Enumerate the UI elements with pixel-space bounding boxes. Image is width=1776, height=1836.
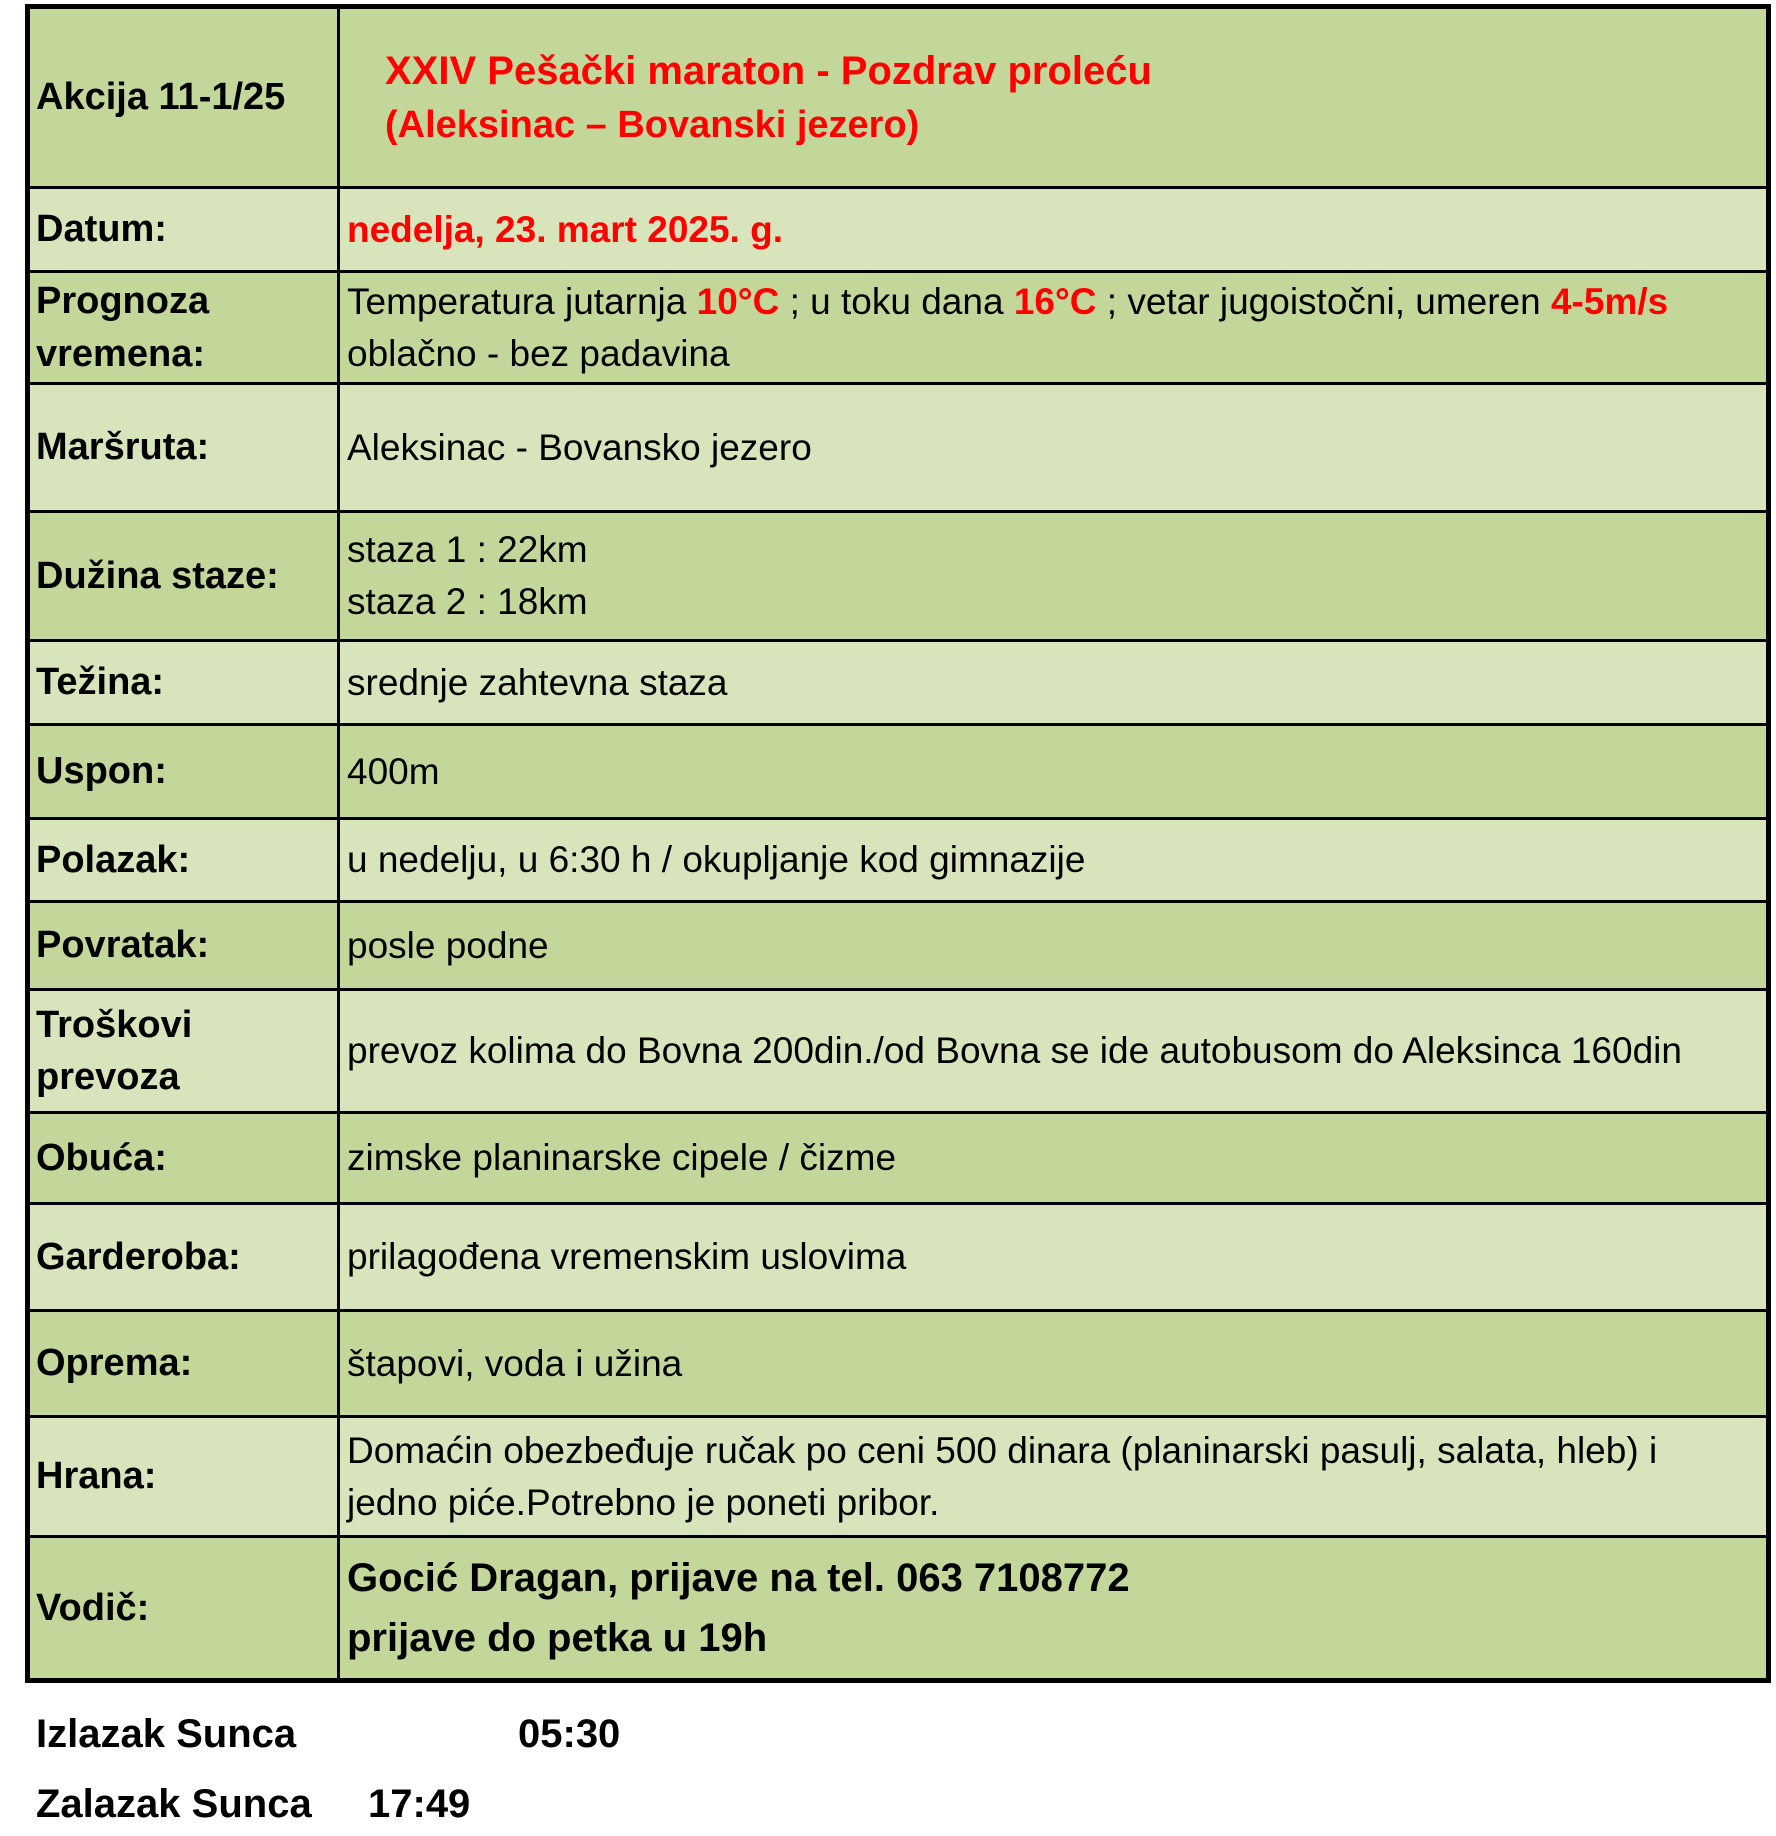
label-datum: Datum: <box>28 188 339 272</box>
track-2: staza 2 : 18km <box>347 581 588 622</box>
sunset-time: 17:49 <box>368 1782 471 1826</box>
value-vodic <box>339 1537 1769 1681</box>
row-oprema <box>28 1311 1769 1417</box>
row-obuca <box>28 1113 1769 1204</box>
transport-cost: prevoz kolima do Bovna 200din./od Bovna se ide autobusom do Aleksinca 160din <box>347 1030 1682 1072</box>
label-troskovi-line2: prevoza <box>36 1056 180 1098</box>
row-marsruta <box>28 384 1769 512</box>
sunrise-label: Izlazak Sunca <box>36 1712 297 1756</box>
forecast-line2: oblačno - bez padavina <box>347 332 730 374</box>
event-title: XXIV Pešački maraton - Pozdrav proleću <box>385 48 1152 93</box>
label-obuca: Obuća: <box>28 1113 339 1204</box>
label-polazak: Polazak: <box>28 819 339 902</box>
row-povratak <box>28 902 1769 990</box>
action-code: Akcija 11-1/25 <box>28 7 339 188</box>
value-datum: nedelja, 23. mart 2025. g. <box>339 188 1769 272</box>
label-troskovi-line1: Troškovi <box>36 1003 193 1046</box>
row-tezina <box>28 641 1769 725</box>
value-marsruta: Aleksinac - Bovansko jezero <box>339 384 1769 512</box>
label-prognoza-line2: vremena: <box>36 332 205 375</box>
value-tezina: srednje zahtevna staza <box>339 641 1769 725</box>
row-uspon <box>28 725 1769 819</box>
label-oprema: Oprema: <box>28 1311 339 1417</box>
forecast-temp-morning: 10°C <box>696 280 780 322</box>
label-marsruta: Maršruta: <box>28 384 339 512</box>
row-troskovi <box>28 990 1769 1113</box>
guide-contact: Gocić Dragan, prijave na tel. 063 7108772 <box>347 1556 1130 1600</box>
value-duzina <box>339 512 1769 641</box>
value-oprema: štapovi, voda i užina <box>339 1311 1769 1417</box>
label-troskovi <box>28 990 339 1113</box>
row-hrana <box>28 1417 1769 1537</box>
label-tezina: Težina: <box>28 641 339 725</box>
label-vodic: Vodič: <box>28 1537 339 1681</box>
label-garderoba: Garderoba: <box>28 1204 339 1311</box>
event-title-cell <box>339 7 1769 188</box>
value-polazak: u nedelju, u 6:30 h / okupljanje kod gimnazije <box>339 819 1769 902</box>
label-hrana: Hrana: <box>28 1417 339 1537</box>
value-uspon: 400m <box>339 725 1769 819</box>
sunset-label: Zalazak Sunca <box>36 1782 312 1826</box>
header-row <box>28 7 1769 188</box>
row-prognoza <box>28 272 1769 384</box>
food-line2: jedno piće.Potrebno je poneti pribor. <box>347 1481 940 1523</box>
forecast-line1 <box>347 276 1760 328</box>
value-povratak: posle podne <box>339 902 1769 990</box>
row-vodic <box>28 1537 1769 1681</box>
value-troskovi <box>339 990 1769 1113</box>
sunrise-time: 05:30 <box>518 1712 621 1756</box>
track-1: staza 1 : 22km <box>347 529 588 571</box>
label-povratak: Povratak: <box>28 902 339 990</box>
forecast-temp-day: 16°C <box>1013 280 1097 322</box>
forecast-text-a: Temperatura jutarnja <box>347 280 697 322</box>
event-info-table <box>25 4 1771 1683</box>
label-uspon: Uspon: <box>28 725 339 819</box>
food-line1: Domaćin obezbeđuje ručak po ceni 500 dinara (planinarski pasulj, salata, hleb) i <box>347 1429 1658 1471</box>
row-garderoba <box>28 1204 1769 1311</box>
row-polazak <box>28 819 1769 902</box>
row-duzina <box>28 512 1769 641</box>
event-subtitle: (Aleksinac – Bovanski jezero) <box>385 103 920 146</box>
label-prognoza <box>28 272 339 384</box>
value-obuca: zimske planinarske cipele / čizme <box>339 1113 1769 1204</box>
forecast-text-c: ; vetar jugoistočni, umeren <box>1096 280 1551 322</box>
value-prognoza <box>339 272 1769 384</box>
forecast-wind: 4-5m/s <box>1550 280 1669 322</box>
label-duzina: Dužina staze: <box>28 512 339 641</box>
guide-deadline: prijave do petka u 19h <box>347 1616 768 1660</box>
row-datum <box>28 188 1769 272</box>
value-garderoba: prilagođena vremenskim uslovima <box>339 1204 1769 1311</box>
label-prognoza-line1: Prognoza <box>36 280 210 323</box>
value-hrana <box>339 1417 1769 1537</box>
forecast-text-b: ; u toku dana <box>779 280 1014 322</box>
